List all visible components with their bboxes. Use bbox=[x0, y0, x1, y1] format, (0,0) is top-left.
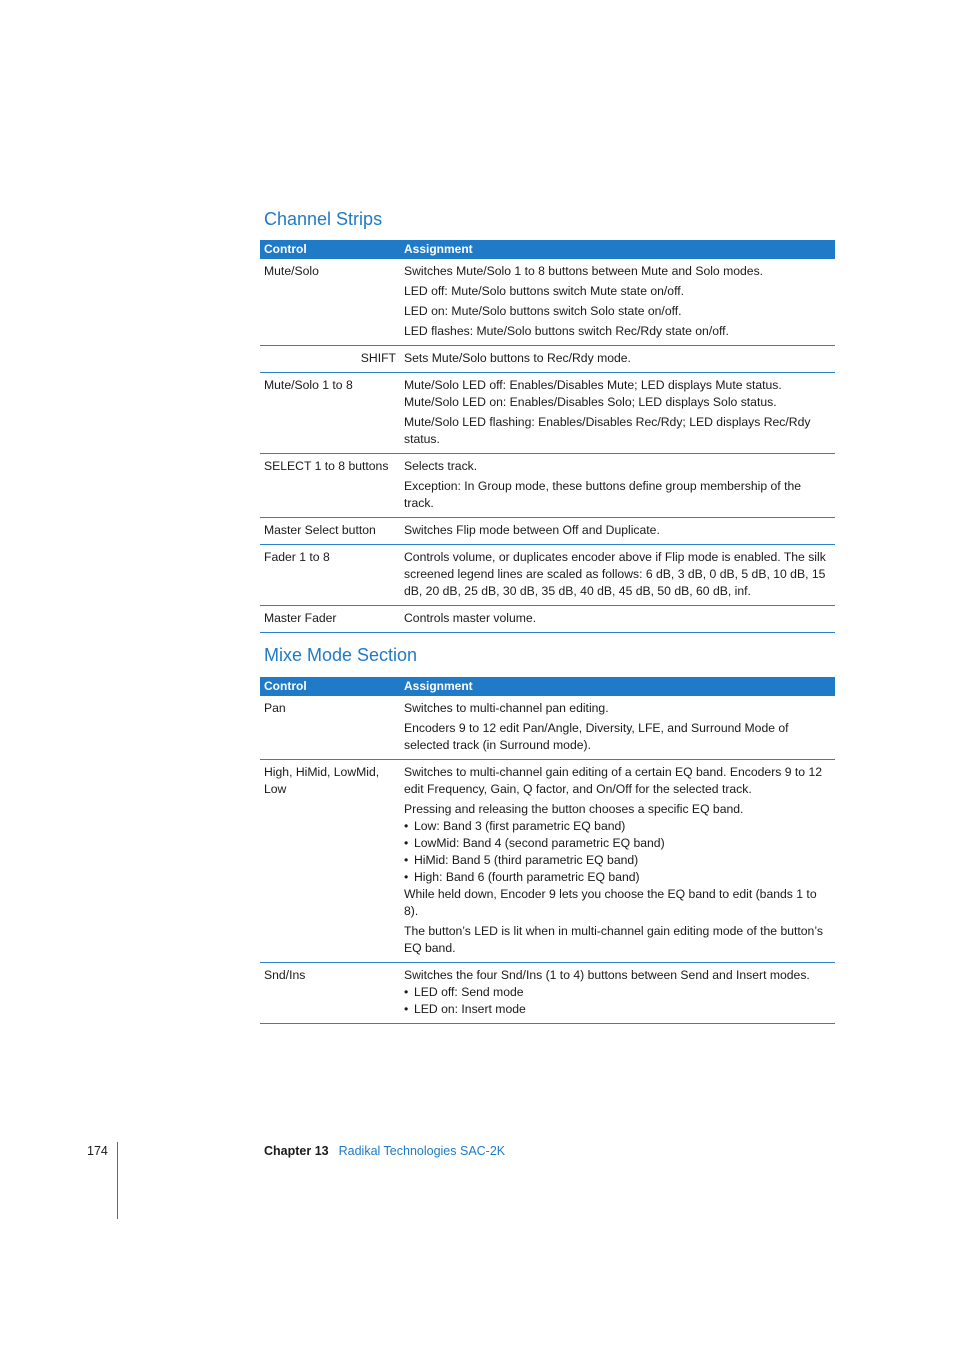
chapter-name-link[interactable]: Radikal Technologies SAC-2K bbox=[338, 1144, 506, 1158]
bullet-icon: • bbox=[404, 853, 409, 867]
assignment-cell bbox=[400, 545, 835, 606]
column-header-assignment: Assignment bbox=[400, 677, 835, 696]
bullet-item bbox=[404, 984, 831, 1001]
assignment-text: LED flashes: Mute/Solo buttons switch Rec/Rdy state on/off. bbox=[404, 324, 729, 338]
table-header-row bbox=[260, 677, 835, 696]
assignment-cell bbox=[400, 963, 835, 1024]
assignment-text: Exception: In Group mode, these buttons define group membership of the track. bbox=[404, 479, 802, 510]
assignment-text: Switches to multi-channel gain editing of a certain EQ band. Encoders 9 to 12 edit Frequency, Gain, Q factor, and On/Off for the selected track. bbox=[404, 765, 823, 796]
table-row bbox=[260, 545, 835, 606]
bullet-text: LowMid: Band 4 (second parametric EQ band) bbox=[414, 836, 665, 850]
column-header-control: Control bbox=[260, 240, 400, 259]
section-title-channel-strips: Channel Strips bbox=[264, 209, 383, 229]
chapter-label: Chapter 13 bbox=[264, 1144, 329, 1158]
assignment-text: Encoders 9 to 12 edit Pan/Angle, Diversity, LFE, and Surround Mode of selected track (in Surround mode). bbox=[404, 721, 789, 752]
assignment-cell bbox=[400, 696, 835, 760]
assignment-text: LED off: Mute/Solo buttons switch Mute state on/off. bbox=[404, 284, 685, 298]
control-cell: Pan bbox=[260, 696, 400, 760]
page-number: 174 bbox=[87, 1144, 108, 1158]
bullet-item bbox=[404, 835, 831, 852]
assignment-text: The button’s LED is lit when in multi-channel gain editing mode of the button’s EQ band. bbox=[404, 924, 823, 955]
assignment-cell bbox=[400, 373, 835, 454]
control-cell: SHIFT bbox=[260, 346, 400, 373]
bullet-item bbox=[404, 869, 831, 886]
bullet-text: HiMid: Band 5 (third parametric EQ band) bbox=[414, 853, 639, 867]
assignment-text: LED on: Mute/Solo buttons switch Solo state on/off. bbox=[404, 304, 682, 318]
table-header-row bbox=[260, 240, 835, 259]
assignment-text: Sets Mute/Solo buttons to Rec/Rdy mode. bbox=[404, 351, 631, 365]
assignment-cell bbox=[400, 346, 835, 373]
channel-strips-table bbox=[260, 240, 835, 633]
bullet-item bbox=[404, 1001, 831, 1018]
table-row bbox=[260, 696, 835, 760]
table-row bbox=[260, 259, 835, 346]
section-title-mixe-mode: Mixe Mode Section bbox=[264, 645, 418, 665]
assignment-text: Switches Mute/Solo 1 to 8 buttons between Mute and Solo modes. bbox=[404, 264, 764, 278]
bullet-text: LED on: Insert mode bbox=[414, 1002, 526, 1016]
assignment-text: Controls master volume. bbox=[404, 611, 537, 625]
assignment-cell bbox=[400, 259, 835, 346]
table-row bbox=[260, 760, 835, 963]
chapter-footer bbox=[264, 1143, 505, 1160]
bullet-item bbox=[404, 818, 831, 835]
bullet-icon: • bbox=[404, 1002, 409, 1016]
control-cell: Mute/Solo 1 to 8 bbox=[260, 373, 400, 454]
bullet-text: LED off: Send mode bbox=[414, 985, 524, 999]
control-cell: Master Select button bbox=[260, 518, 400, 545]
control-cell: High, HiMid, LowMid, Low bbox=[260, 760, 400, 963]
bullet-item bbox=[404, 852, 831, 869]
control-cell: Fader 1 to 8 bbox=[260, 545, 400, 606]
column-header-assignment: Assignment bbox=[400, 240, 835, 259]
eq-band-block bbox=[404, 801, 831, 920]
table-row bbox=[260, 606, 835, 633]
assignment-text: Mute/Solo LED flashing: Enables/Disables Rec/Rdy; LED displays Rec/Rdy status. bbox=[404, 415, 811, 446]
bullet-icon: • bbox=[404, 870, 409, 884]
bullet-icon: • bbox=[404, 836, 409, 850]
table-row bbox=[260, 963, 835, 1024]
column-header-control: Control bbox=[260, 677, 400, 696]
mixe-mode-table bbox=[260, 677, 835, 1024]
assignment-text: Mute/Solo LED off: Enables/Disables Mute; LED displays Mute status. bbox=[404, 378, 782, 392]
control-cell: SELECT 1 to 8 buttons bbox=[260, 454, 400, 518]
assignment-cell bbox=[400, 760, 835, 963]
assignment-text: Controls volume, or duplicates encoder above if Flip mode is enabled. The silk screened legend lines are scaled as follows: 6 dB, 3 dB, 0 dB, 5 dB, 10 dB, 15 dB, 20 dB, 25 dB, 30 dB, 35 dB, 40 dB, 45 dB, 50 dB, 60 dB, inf. bbox=[404, 550, 826, 598]
control-cell: Mute/Solo bbox=[260, 259, 400, 346]
assignment-text: Switches Flip mode between Off and Duplicate. bbox=[404, 523, 660, 537]
table-row bbox=[260, 518, 835, 545]
bullet-icon: • bbox=[404, 819, 409, 833]
assignment-text: While held down, Encoder 9 lets you choose the EQ band to edit (bands 1 to 8). bbox=[404, 887, 817, 918]
table-row bbox=[260, 373, 835, 454]
assignment-cell bbox=[400, 606, 835, 633]
footer-divider bbox=[117, 1142, 118, 1219]
table-row bbox=[260, 454, 835, 518]
assignment-text: Selects track. bbox=[404, 459, 478, 473]
assignment-text: Pressing and releasing the button chooses a specific EQ band. bbox=[404, 802, 744, 816]
bullet-text: High: Band 6 (fourth parametric EQ band) bbox=[414, 870, 640, 884]
table-row bbox=[260, 346, 835, 373]
assignment-cell bbox=[400, 518, 835, 545]
assignment-cell bbox=[400, 454, 835, 518]
assignment-text: Switches to multi-channel pan editing. bbox=[404, 701, 609, 715]
control-cell: Snd/Ins bbox=[260, 963, 400, 1024]
assignment-text: Mute/Solo LED on: Enables/Disables Solo; LED displays Solo status. bbox=[404, 395, 777, 409]
control-cell: Master Fader bbox=[260, 606, 400, 633]
bullet-text: Low: Band 3 (first parametric EQ band) bbox=[414, 819, 626, 833]
bullet-icon: • bbox=[404, 985, 409, 999]
assignment-text: Switches the four Snd/Ins (1 to 4) buttons between Send and Insert modes. bbox=[404, 968, 810, 982]
